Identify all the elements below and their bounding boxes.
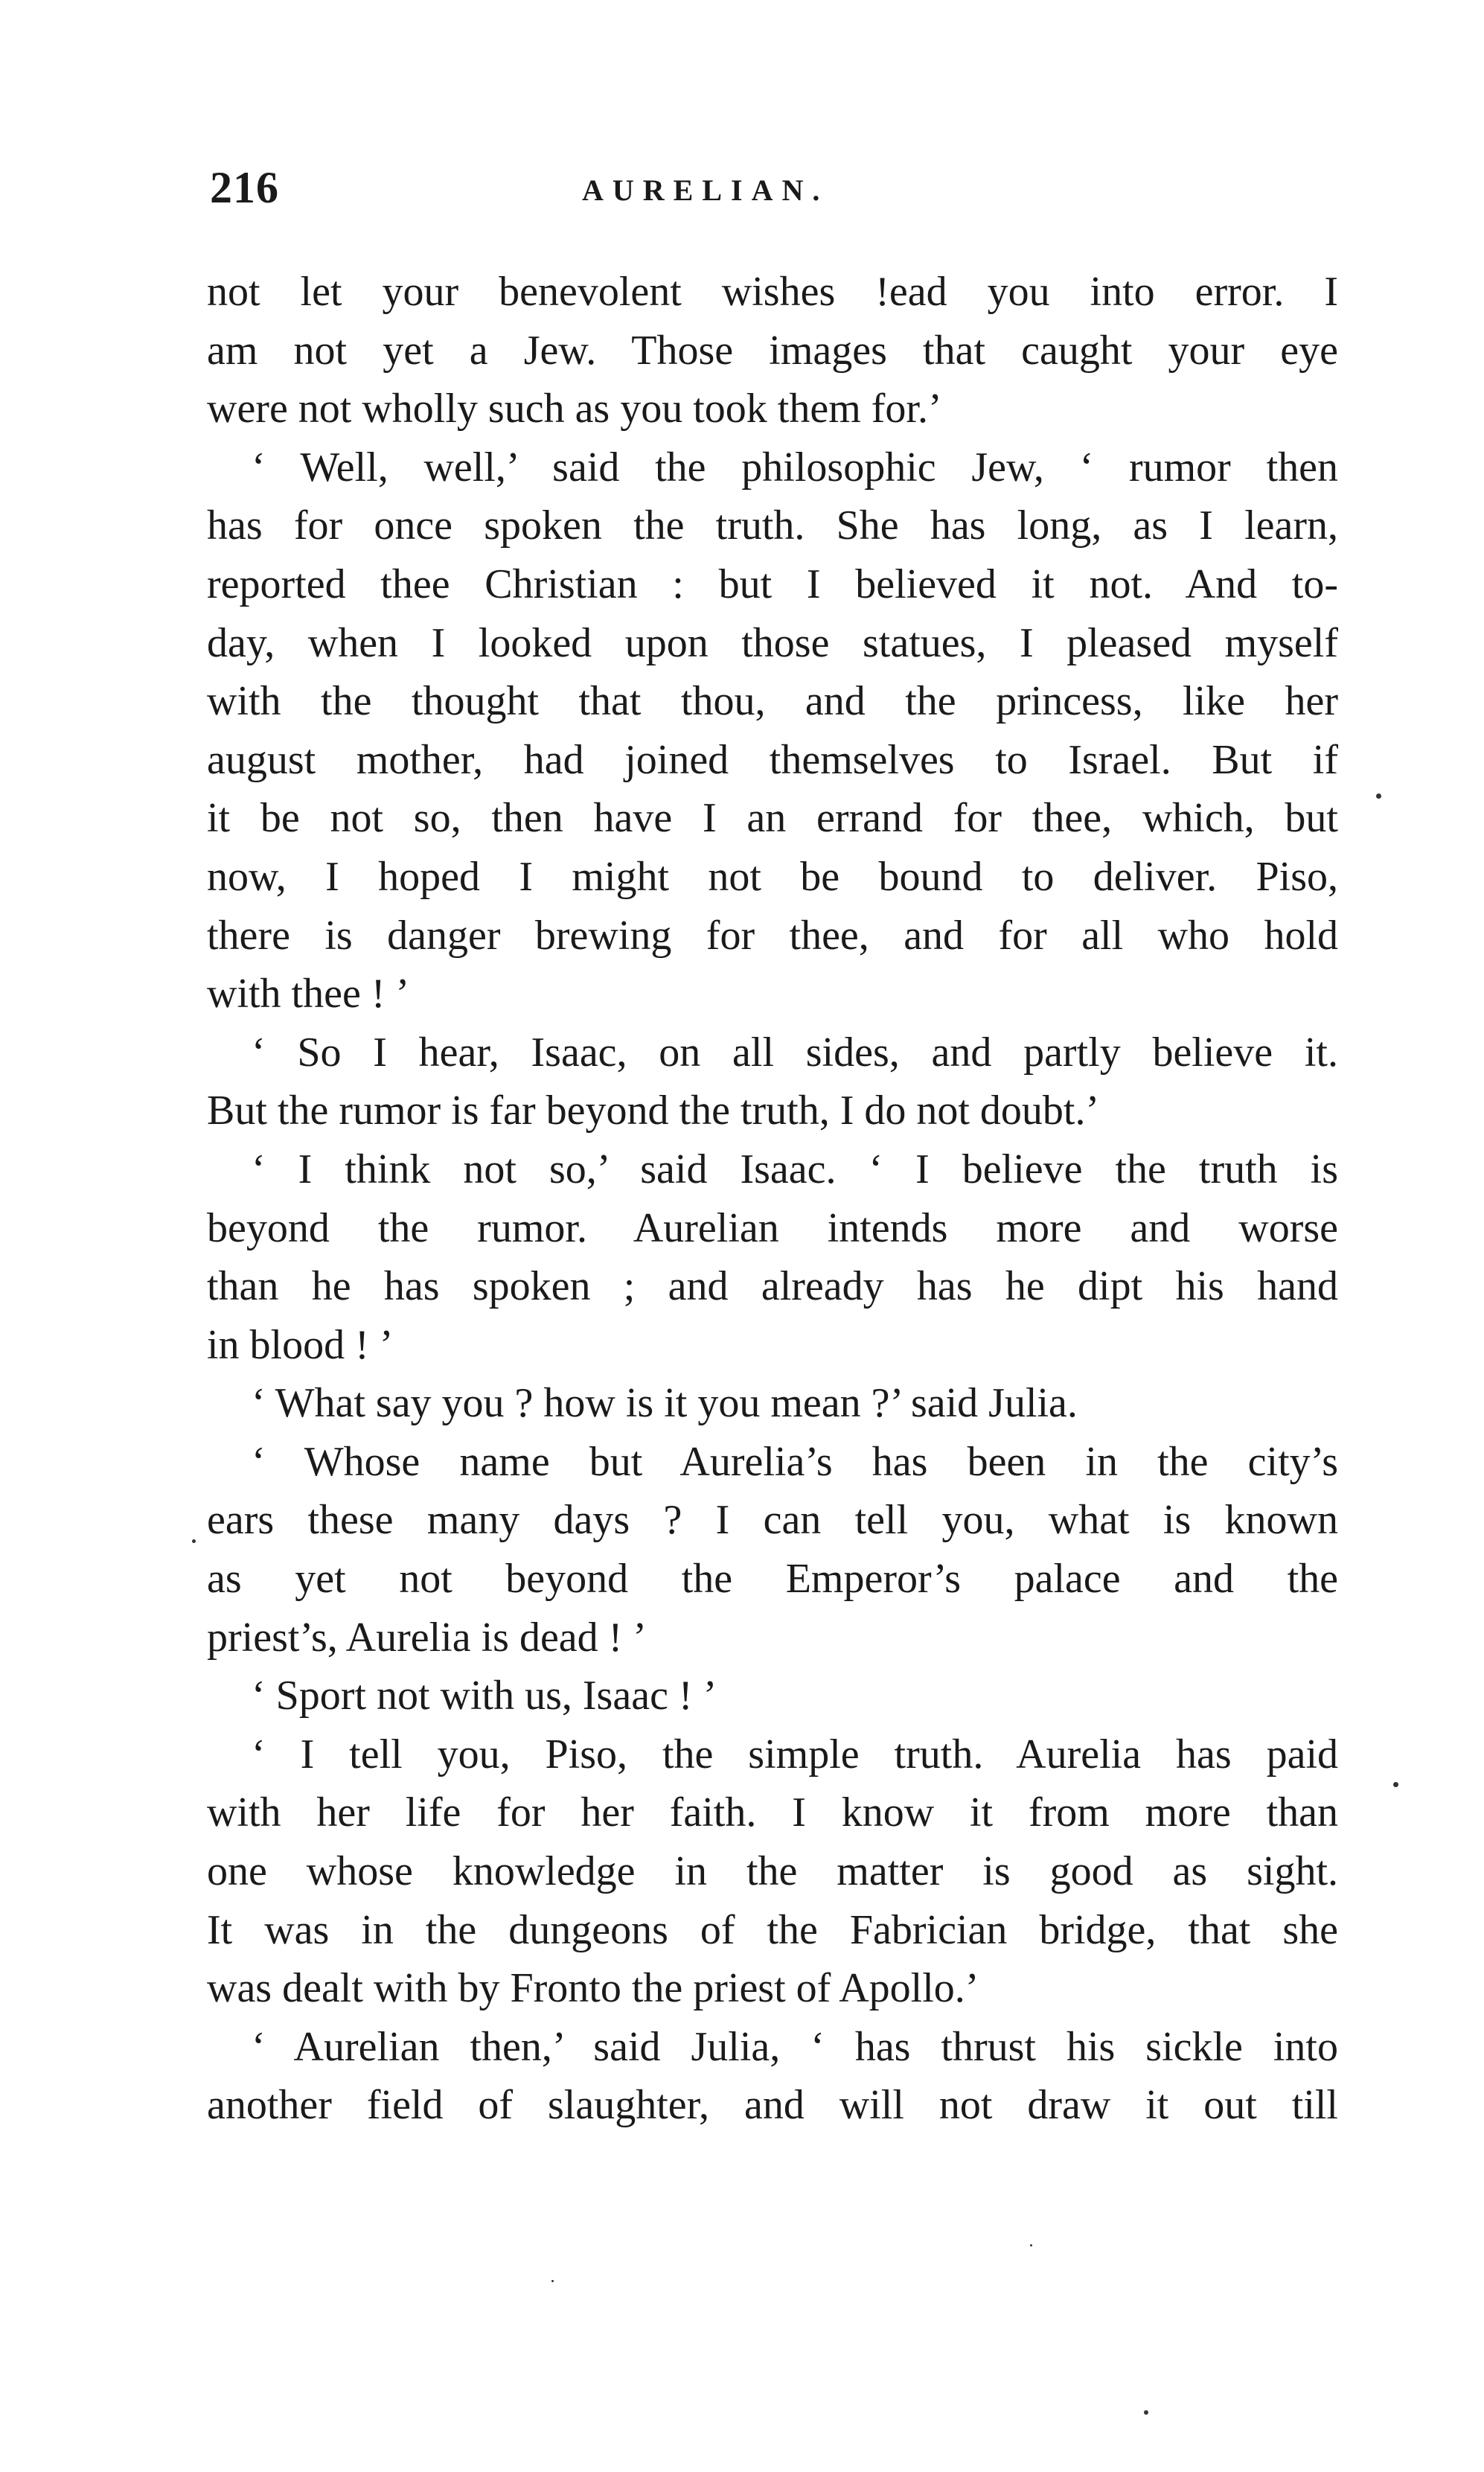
- text-line: ‘ Sport not with us, Isaac ! ’: [252, 1673, 717, 1719]
- print-speck: [1393, 1782, 1398, 1787]
- text-line: ‘ What say you ? how is it you mean ?’ said Julia.: [252, 1380, 1078, 1427]
- text-line: ‘ Whose name but Aurelia’s has been in the city’s: [252, 1438, 1338, 1485]
- print-speck: [1030, 2244, 1032, 2246]
- text-line: not let your benevolent wishes !ead you into error. I: [207, 269, 1338, 315]
- text-line: than he has spoken ; and already has he dipt his hand: [207, 1263, 1338, 1310]
- body-text: [207, 263, 1338, 2135]
- print-speck: [1144, 2410, 1148, 2415]
- text-line: as yet not beyond the Emperor’s palace and the: [207, 1556, 1338, 1603]
- text-line: with her life for her faith. I know it from more than: [207, 1789, 1338, 1836]
- text-line: day, when I looked upon those statues, I pleased myself: [207, 619, 1338, 666]
- running-title: AURELIAN.: [582, 173, 829, 207]
- text-line: beyond the rumor. Aurelian intends more and worse: [207, 1204, 1338, 1251]
- text-line: it be not so, then have I an errand for thee, which, but: [207, 795, 1338, 842]
- text-line: ears these many days ? I can tell you, what is known: [207, 1497, 1338, 1544]
- text-line: in blood ! ’: [207, 1321, 394, 1368]
- text-line: has for once spoken the truth. She has long, as I learn,: [207, 502, 1338, 549]
- text-line: with the thought that thou, and the princess, like her: [207, 678, 1338, 725]
- print-speck: [551, 2280, 554, 2282]
- text-line: ‘ So I hear, Isaac, on all sides, and partly believe it.: [252, 1029, 1338, 1076]
- text-line: priest’s, Aurelia is dead ! ’: [207, 1614, 647, 1661]
- text-line: another field of slaughter, and will not draw it out till: [207, 2082, 1338, 2129]
- text-line: august mother, had joined themselves to Israel. But if: [207, 736, 1338, 783]
- text-line: ‘ I tell you, Piso, the simple truth. Aurelia has paid: [252, 1731, 1338, 1778]
- text-line: ‘ Aurelian then,’ said Julia, ‘ has thrust his sickle into: [252, 2023, 1338, 2070]
- text-line: with thee ! ’: [207, 971, 410, 1018]
- text-line: ‘ Well, well,’ said the philosophic Jew, ‘ rumor then: [252, 444, 1338, 491]
- text-line: now, I hoped I might not be bound to deliver. Piso,: [207, 853, 1338, 900]
- text-line: reported thee Christian : but I believed it not. And to-: [207, 560, 1338, 607]
- text-line: But the rumor is far beyond the truth, I do not doubt.’: [207, 1088, 1100, 1134]
- page-header: [210, 162, 1341, 222]
- print-speck: [192, 1539, 196, 1543]
- text-line: one whose knowledge in the matter is good as sight.: [207, 1848, 1338, 1895]
- page-number: 216: [210, 163, 279, 212]
- text-line: am not yet a Jew. Those images that caught your eye: [207, 327, 1338, 374]
- text-line: was dealt with by Fronto the priest of Apollo.’: [207, 1965, 979, 2012]
- text-line: It was in the dungeons of the Fabrician bridge, that she: [207, 1906, 1338, 1953]
- text-line: there is danger brewing for thee, and for all who hold: [207, 912, 1338, 959]
- print-speck: [1376, 793, 1381, 799]
- text-line: were not wholly such as you took them for.’: [207, 386, 942, 432]
- text-line: ‘ I think not so,’ said Isaac. ‘ I believe the truth is: [252, 1146, 1338, 1192]
